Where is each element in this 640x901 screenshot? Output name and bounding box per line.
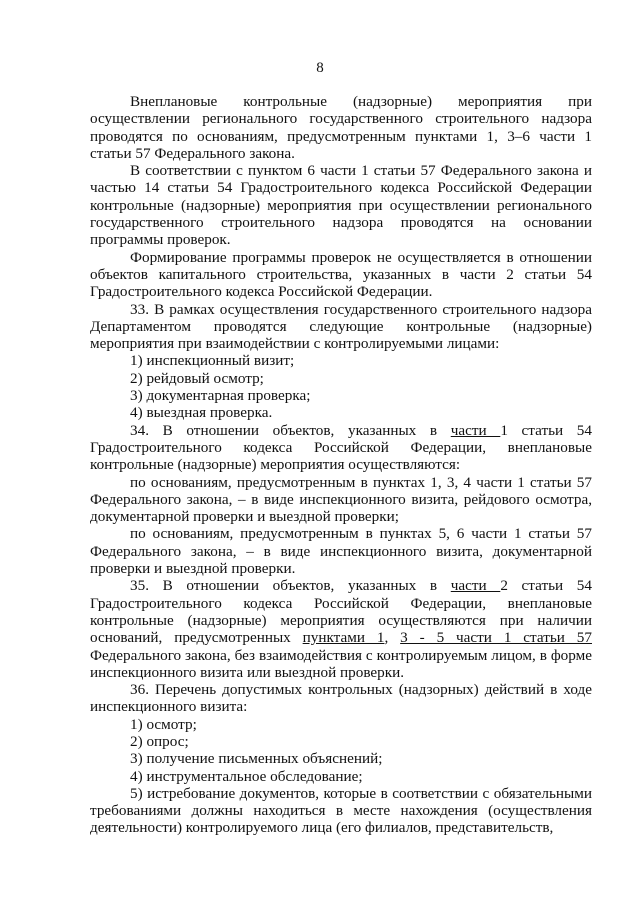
- paragraph-unscheduled-inspections: Внеплановые контрольные (надзорные) мероприятия при осуществлении регионального государственного строительного надзора проводятся по основаниям, предусмотренным пунктами 1, 3–6 части 1 статьи 57 Федерального закона.: [90, 93, 592, 162]
- paragraph-35-text-b: 2 статьи 54 Градостроительного кодекса Российской Федерации, внеплановые контрольные (надзорные) мероприятия осуществляются при наличии оснований, предусмотренных: [90, 577, 592, 647]
- list-item-36-2: 2) опрос;: [130, 732, 189, 750]
- list-item-36-1: 1) осмотр;: [130, 715, 197, 733]
- document-body: [90, 93, 592, 837]
- paragraph-program-exclusion: Формирование программы проверок не осуществляется в отношении объектов капитального строительства, указанных в части 2 статьи 54 Градостроительного кодекса Российской Федерации.: [90, 248, 592, 301]
- list-item-33-2: 2) рейдовый осмотр;: [130, 369, 264, 387]
- list-item-36-3: 3) получение письменных объяснений;: [130, 750, 383, 768]
- paragraph-inspection-program: В соответствии с пунктом 6 части 1 статьи 57 Федерального закона и частью 14 статьи 54 Градостроительного кодекса Российской Федерации контрольные (надзорные) мероприятия при осуществлении регионального государственного строительного надзора проводятся на основании программы проверок.: [90, 162, 592, 249]
- paragraph-35-text-d: Федерального закона, без взаимодействия с контролируемым лицом, в форме инспекционного визита или выездной проверки.: [90, 646, 592, 681]
- link-part-1[interactable]: части: [450, 421, 501, 439]
- paragraph-35: [90, 577, 592, 681]
- page-number: 8: [316, 60, 324, 76]
- paragraph-35-text-a: 35. В отношении объектов, указанных в: [130, 577, 451, 595]
- paragraph-34: [90, 422, 592, 474]
- paragraph-34-subitem-1: по основаниям, предусмотренным в пунктах 1, 3, 4 части 1 статьи 57 Федерального закона, – в виде инспекционного визита, рейдового осмотра, документарной проверки и выездной проверки;: [90, 473, 592, 526]
- paragraph-34-text-a: 34. В отношении объектов, указанных в: [130, 421, 451, 439]
- list-item-36-5: 5) истребование документов, которые в соответствии с обязательными требованиями должны находиться в месте нахождения (осуществления деятельности) контролируемого лица (его филиалов, представительств,: [90, 784, 592, 837]
- paragraph-36: 36. Перечень допустимых контрольных (надзорных) действий в ходе инспекционного визита:: [90, 681, 592, 716]
- paragraph-33: 33. В рамках осуществления государственного строительного надзора Департаментом проводятся следующие контрольные (надзорные) мероприятия при взаимодействии с контролируемыми лицами:: [90, 300, 592, 353]
- list-item-33-1: 1) инспекционный визит;: [130, 352, 295, 370]
- list-item-36-4: 4) инструментальное обследование;: [130, 767, 363, 785]
- paragraph-34-subitem-2: по основаниям, предусмотренным в пунктах 5, 6 части 1 статьи 57 Федерального закона, – в виде инспекционного визита, документарной проверки и выездной проверки.: [90, 525, 592, 578]
- link-points-3-5[interactable]: 3 - 5 части 1 статьи 57: [400, 629, 592, 647]
- list-item-33-4: 4) выездная проверка.: [130, 404, 273, 422]
- paragraph-34-text-b: 1 статьи 54 Градостроительного кодекса Российской Федерации, внеплановые контрольные (надзорные) мероприятия осуществляются:: [90, 421, 592, 474]
- link-points-1[interactable]: пунктами 1: [302, 629, 385, 647]
- paragraph-35-text-c: ,: [384, 629, 401, 647]
- list-item-33-3: 3) документарная проверка;: [130, 387, 311, 405]
- link-part-2[interactable]: части: [450, 577, 501, 595]
